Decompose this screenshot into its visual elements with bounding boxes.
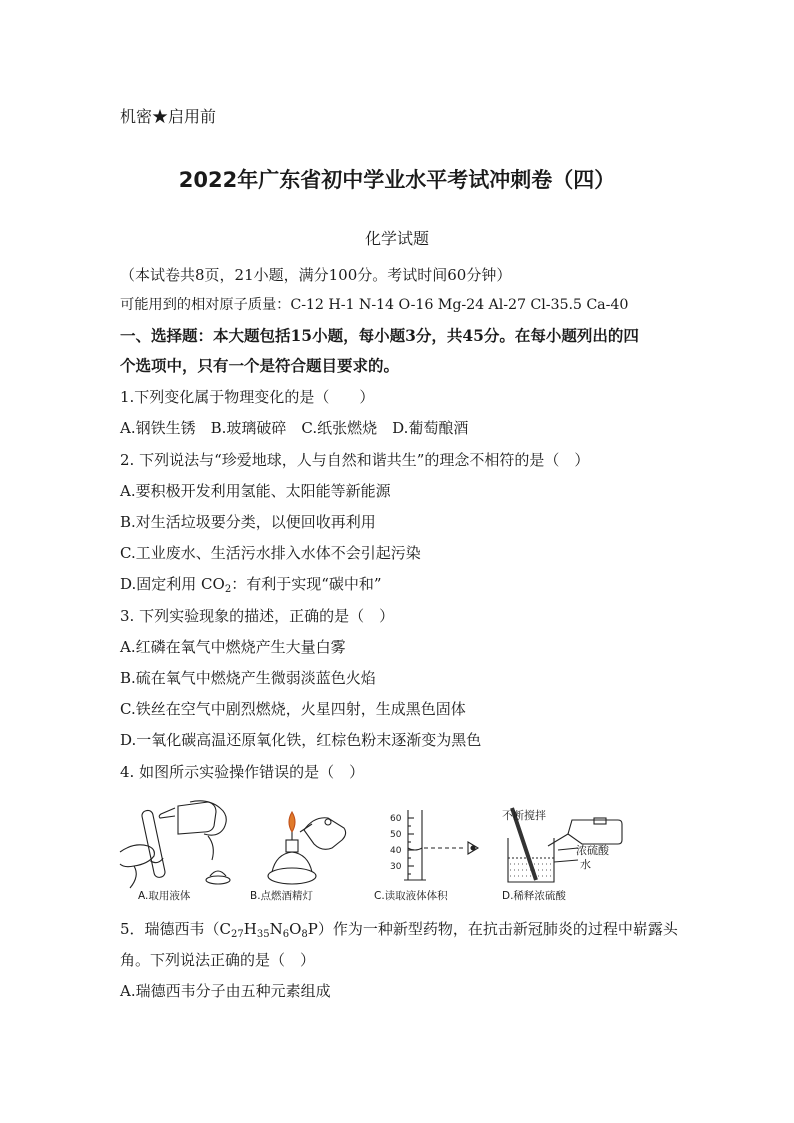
- q5-stem-line2: 角。下列说法正确的是（ ）: [120, 951, 316, 969]
- cylinder-tick-60: 60: [390, 814, 402, 824]
- section1-heading-line2: 个选项中，只有一个是符合题目要求的。: [120, 356, 400, 375]
- figure-d-label-stir: 不断搅拌: [502, 809, 546, 822]
- q5-h: H: [243, 920, 257, 938]
- cylinder-tick-30: 30: [390, 862, 402, 872]
- exam-info: （本试卷共8页，21小题，满分100分。考试时间60分钟）: [120, 266, 512, 284]
- confidential-mark: 机密★启用前: [120, 107, 217, 126]
- q5-o: O: [289, 920, 302, 938]
- figure-d-caption: D.稀释浓硫酸: [502, 890, 566, 902]
- q4-figures: [118, 800, 638, 908]
- q2-d-sub: 2: [224, 584, 232, 595]
- atomic-mass-line: 可能用到的相对原子质量：C-12 H-1 N-14 O-16 Mg-24 Al-27 Cl-35.5 Ca-40: [120, 297, 629, 313]
- q5-sub-c: 27: [231, 929, 244, 940]
- q5-stem: [120, 919, 678, 939]
- q5-stem-post: P）作为一种新型药物，在抗击新冠肺炎的过程中崭露头: [307, 920, 678, 938]
- q2-option-b: B.对生活垃圾要分类，以便回收再利用: [120, 513, 376, 531]
- q2-d-post: ：有利于实现“碳中和”: [231, 575, 382, 593]
- q5-sub-h: 35: [256, 929, 270, 940]
- figure-d-label-water: 水: [580, 858, 591, 871]
- q2-option-a: A.要积极开发利用氢能、太阳能等新能源: [120, 482, 391, 500]
- q5-sub-o: 8: [301, 929, 308, 940]
- q3-option-a: A.红磷在氧气中燃烧产生大量白雾: [120, 638, 346, 656]
- figure-c-cylinder: [380, 800, 490, 890]
- section1-heading-line1: 一、选择题：本大题包括15小题，每小题3分，共45分。在每小题列出的四: [120, 326, 639, 345]
- q1-options: A.钢铁生锈 B.玻璃破碎 C.纸张燃烧 D.葡萄酿酒: [120, 419, 469, 437]
- q3-option-d: D.一氧化碳高温还原氧化铁，红棕色粉末逐渐变为黑色: [120, 731, 482, 749]
- figure-a-pour-liquid: [118, 800, 236, 890]
- q3-option-b: B.硫在氧气中燃烧产生微弱淡蓝色火焰: [120, 669, 376, 687]
- q3-option-c: C.铁丝在空气中剧烈燃烧，火星四射，生成黑色固体: [120, 700, 466, 718]
- q3-stem: 3. 下列实验现象的描述，正确的是（ ）: [120, 607, 395, 625]
- q1-stem: 1.下列变化属于物理变化的是（ ）: [120, 388, 375, 406]
- exam-subtitle: 化学试题: [364, 229, 429, 248]
- cylinder-tick-40: 40: [390, 846, 402, 856]
- q2-stem: 2. 下列说法与“珍爱地球，人与自然和谐共生”的理念不相符的是（ ）: [120, 451, 590, 469]
- q2-d-pre: D.固定利用 CO: [120, 575, 225, 593]
- q5-n: N: [269, 920, 283, 938]
- q5-option-a: A.瑞德西韦分子由五种元素组成: [120, 982, 331, 1000]
- figure-b-alcohol-lamp: [258, 800, 358, 890]
- figure-c-caption: C.读取液体体积: [374, 890, 448, 902]
- figure-a-caption: A.取用液体: [138, 890, 191, 902]
- q4-stem: 4. 如图所示实验操作错误的是（ ）: [120, 763, 365, 781]
- q5-sub-n: 6: [282, 929, 290, 940]
- exam-title: 2022年广东省初中学业水平考试冲刺卷（四）: [178, 168, 616, 192]
- q2-option-c: C.工业废水、生活污水排入水体不会引起污染: [120, 544, 421, 562]
- q5-stem-pre: 5．瑞德西韦（C: [120, 920, 232, 938]
- figure-b-caption: B.点燃酒精灯: [250, 890, 314, 902]
- q2-option-d: [120, 574, 382, 594]
- cylinder-tick-50: 50: [390, 830, 402, 840]
- figure-d-label-acid: 浓硫酸: [576, 844, 609, 857]
